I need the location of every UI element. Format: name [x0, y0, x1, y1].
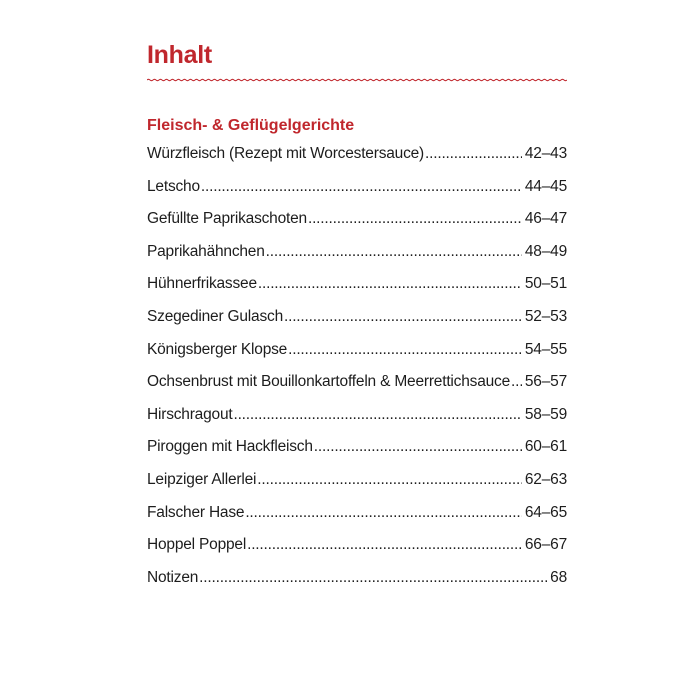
toc-entry-title: Leipziger Allerlei — [147, 470, 257, 488]
toc-entry-title: Hühnerfrikassee — [147, 275, 257, 293]
toc-entry[interactable] — [147, 145, 567, 178]
dot-leader — [308, 210, 522, 228]
dot-leader — [199, 569, 547, 587]
toc-entry-pages: 60–61 — [524, 438, 567, 456]
toc-entry[interactable] — [147, 504, 567, 537]
dot-leader — [233, 406, 521, 424]
toc-entry-title: Gefüllte Paprikaschoten — [147, 210, 307, 228]
toc-entry[interactable] — [147, 178, 567, 211]
dot-leader — [247, 536, 522, 554]
toc-entry-title: Hirschragout — [147, 405, 233, 423]
toc-entry[interactable] — [147, 536, 567, 569]
toc-entry-pages: 62–63 — [524, 470, 567, 488]
toc-entry-title: Hoppel Poppel — [147, 536, 247, 554]
toc-entry[interactable] — [147, 243, 567, 276]
toc-entry[interactable] — [147, 308, 567, 341]
toc-entry-pages: 48–49 — [524, 242, 567, 260]
page-title: Inhalt — [147, 41, 212, 69]
toc-entry-pages: 42–43 — [524, 145, 567, 162]
dot-leader — [257, 471, 522, 489]
dot-leader — [511, 373, 522, 391]
dot-leader — [288, 341, 522, 359]
dot-leader — [314, 438, 522, 456]
toc-entry-pages: 66–67 — [524, 536, 567, 554]
toc-entry-title: Notizen — [147, 568, 199, 586]
toc-entry[interactable] — [147, 275, 567, 308]
toc-entry-pages: 56–57 — [524, 373, 567, 391]
toc-entry-pages: 68 — [550, 568, 567, 586]
toc-entry[interactable] — [147, 373, 567, 406]
toc-entry[interactable] — [147, 471, 567, 504]
toc-entry-title: Würzfleisch (Rezept mit Worcestersauce) — [147, 145, 425, 162]
toc-entry-pages: 54–55 — [524, 340, 567, 358]
toc-entry-title: Königsberger Klopse — [147, 340, 288, 358]
toc-entry-title: Paprikahähnchen — [147, 242, 265, 260]
toc-entry-title: Falscher Hase — [147, 503, 245, 521]
toc-entry-title: Szegediner Gulasch — [147, 307, 283, 325]
toc-entry[interactable] — [147, 569, 567, 602]
wavy-divider — [147, 76, 567, 84]
dot-leader — [425, 145, 522, 163]
dot-leader — [284, 308, 522, 326]
dot-leader — [245, 504, 522, 522]
section-heading: Fleisch- & Geflügelgerichte — [147, 117, 355, 134]
toc-entry-pages: 52–53 — [524, 307, 567, 325]
toc-entry-title: Letscho — [147, 177, 200, 195]
toc-entry-pages: 46–47 — [524, 210, 567, 228]
toc-entry[interactable] — [147, 210, 567, 243]
contents-page — [147, 40, 567, 601]
toc-entry-title: Piroggen mit Hackfleisch — [147, 438, 313, 456]
dot-leader — [201, 178, 522, 196]
toc-entry-pages: 50–51 — [524, 275, 567, 293]
table-of-contents — [147, 145, 567, 601]
toc-entry[interactable] — [147, 406, 567, 439]
toc-entry-pages: 58–59 — [524, 405, 567, 423]
toc-entry-pages: 44–45 — [524, 177, 567, 195]
toc-entry-pages: 64–65 — [524, 503, 567, 521]
dot-leader — [258, 275, 522, 293]
toc-entry[interactable] — [147, 438, 567, 471]
toc-entry[interactable] — [147, 341, 567, 374]
dot-leader — [266, 243, 522, 261]
toc-entry-title: Ochsenbrust mit Bouillonkartoffeln & Meerrettichsauce — [147, 373, 511, 391]
